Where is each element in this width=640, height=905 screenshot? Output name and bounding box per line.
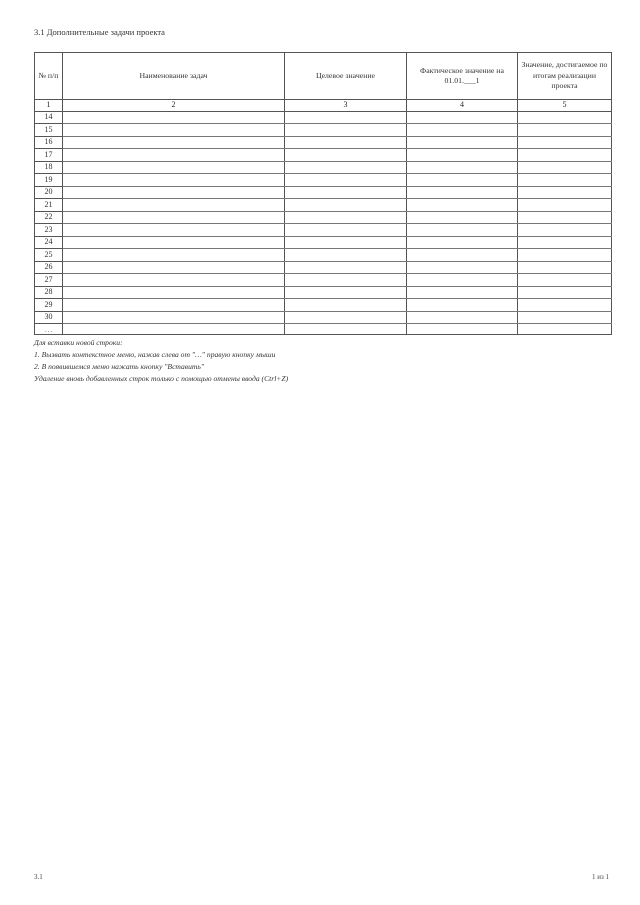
target-value-cell[interactable] [285, 299, 407, 312]
actual-value-cell[interactable] [407, 224, 518, 237]
actual-value-cell[interactable] [407, 261, 518, 274]
task-name-cell[interactable] [63, 249, 285, 262]
actual-value-cell[interactable] [407, 249, 518, 262]
header-number: № п/п [35, 53, 63, 100]
row-number-cell: 16 [35, 136, 63, 149]
final-value-cell[interactable] [518, 136, 612, 149]
actual-value-cell[interactable] [407, 111, 518, 124]
section-title: 3.1 Дополнительные задачи проекта [34, 27, 165, 37]
target-value-cell[interactable] [285, 236, 407, 249]
table-row [35, 124, 612, 137]
task-name-cell[interactable] [63, 149, 285, 162]
task-name-cell[interactable] [63, 311, 285, 324]
footer-section-number: 3.1 [34, 873, 43, 881]
column-number: 2 [63, 100, 285, 112]
target-value-cell[interactable] [285, 136, 407, 149]
task-name-cell[interactable] [63, 199, 285, 212]
target-value-cell[interactable] [285, 211, 407, 224]
task-name-cell[interactable] [63, 286, 285, 299]
task-name-cell[interactable] [63, 186, 285, 199]
footer-page-number: 1 из 1 [591, 873, 609, 881]
actual-value-cell[interactable] [407, 124, 518, 137]
actual-value-cell[interactable] [407, 186, 518, 199]
table-row [35, 261, 612, 274]
row-number-cell: 27 [35, 274, 63, 287]
empty-cell [407, 324, 518, 335]
actual-value-cell[interactable] [407, 161, 518, 174]
final-value-cell[interactable] [518, 236, 612, 249]
actual-value-cell[interactable] [407, 299, 518, 312]
final-value-cell[interactable] [518, 224, 612, 237]
table-row [35, 161, 612, 174]
note-line: 1. Вызвать контекстное меню, нажав слева от "…" правую кнопку мыши [34, 350, 276, 359]
row-number-cell: 24 [35, 236, 63, 249]
row-number-cell: 19 [35, 174, 63, 187]
target-value-cell[interactable] [285, 111, 407, 124]
task-name-cell[interactable] [63, 236, 285, 249]
row-number-cell: 15 [35, 124, 63, 137]
target-value-cell[interactable] [285, 261, 407, 274]
table-row [35, 236, 612, 249]
table-row [35, 224, 612, 237]
table-row [35, 186, 612, 199]
row-number-cell: 17 [35, 149, 63, 162]
table-row [35, 149, 612, 162]
column-number: 4 [407, 100, 518, 112]
final-value-cell[interactable] [518, 174, 612, 187]
actual-value-cell[interactable] [407, 199, 518, 212]
row-number-cell: 18 [35, 161, 63, 174]
row-number-cell: 20 [35, 186, 63, 199]
actual-value-cell[interactable] [407, 274, 518, 287]
task-name-cell[interactable] [63, 124, 285, 137]
final-value-cell[interactable] [518, 186, 612, 199]
insert-row-instructions [34, 337, 288, 385]
final-value-cell[interactable] [518, 149, 612, 162]
final-value-cell[interactable] [518, 199, 612, 212]
column-number: 3 [285, 100, 407, 112]
task-name-cell[interactable] [63, 211, 285, 224]
empty-cell [63, 324, 285, 335]
row-number-cell: 28 [35, 286, 63, 299]
empty-cell [518, 324, 612, 335]
table-row [35, 249, 612, 262]
table-row [35, 311, 612, 324]
final-value-cell[interactable] [518, 274, 612, 287]
row-number-cell: 26 [35, 261, 63, 274]
ellipsis-cell[interactable]: … [35, 324, 63, 335]
column-number-row [35, 100, 612, 112]
target-value-cell[interactable] [285, 274, 407, 287]
final-value-cell[interactable] [518, 211, 612, 224]
target-value-cell[interactable] [285, 249, 407, 262]
final-value-cell[interactable] [518, 261, 612, 274]
actual-value-cell[interactable] [407, 149, 518, 162]
target-value-cell[interactable] [285, 224, 407, 237]
row-number-cell: 29 [35, 299, 63, 312]
task-name-cell[interactable] [63, 161, 285, 174]
additional-tasks-table [34, 52, 612, 335]
actual-value-cell[interactable] [407, 286, 518, 299]
insert-row-placeholder[interactable] [35, 324, 612, 335]
row-number-cell: 30 [35, 311, 63, 324]
actual-value-cell[interactable] [407, 311, 518, 324]
target-value-cell[interactable] [285, 199, 407, 212]
task-name-cell[interactable] [63, 261, 285, 274]
table-row [35, 174, 612, 187]
table-row [35, 299, 612, 312]
actual-value-cell[interactable] [407, 136, 518, 149]
final-value-cell[interactable] [518, 311, 612, 324]
final-value-cell[interactable] [518, 249, 612, 262]
target-value-cell[interactable] [285, 149, 407, 162]
task-name-cell[interactable] [63, 111, 285, 124]
final-value-cell[interactable] [518, 124, 612, 137]
table-row [35, 211, 612, 224]
header-task-name: Наименование задач [63, 53, 285, 100]
target-value-cell[interactable] [285, 124, 407, 137]
actual-value-cell[interactable] [407, 236, 518, 249]
task-name-cell[interactable] [63, 224, 285, 237]
task-name-cell[interactable] [63, 136, 285, 149]
final-value-cell[interactable] [518, 286, 612, 299]
target-value-cell[interactable] [285, 186, 407, 199]
final-value-cell[interactable] [518, 299, 612, 312]
row-number-cell: 14 [35, 111, 63, 124]
table-row [35, 199, 612, 212]
row-number-cell: 21 [35, 199, 63, 212]
note-line: Удаление вновь добавленных строк только с помощью отмены ввода (Ctrl+Z) [34, 374, 289, 383]
column-number: 5 [518, 100, 612, 112]
final-value-cell[interactable] [518, 111, 612, 124]
task-name-cell[interactable] [63, 274, 285, 287]
actual-value-cell[interactable] [407, 211, 518, 224]
target-value-cell[interactable] [285, 161, 407, 174]
actual-value-cell[interactable] [407, 174, 518, 187]
header-final-value: Значение, достигаемое по итогам реализации проекта [518, 53, 612, 100]
table-row [35, 111, 612, 124]
note-line: 2. В появившемся меню нажать кнопку "Вставить" [34, 362, 205, 371]
empty-cell [285, 324, 407, 335]
task-name-cell[interactable] [63, 174, 285, 187]
column-number: 1 [35, 100, 63, 112]
target-value-cell[interactable] [285, 286, 407, 299]
row-number-cell: 22 [35, 211, 63, 224]
row-number-cell: 23 [35, 224, 63, 237]
final-value-cell[interactable] [518, 161, 612, 174]
table-row [35, 286, 612, 299]
task-name-cell[interactable] [63, 299, 285, 312]
table-row [35, 274, 612, 287]
row-number-cell: 25 [35, 249, 63, 262]
table-header-row [35, 53, 612, 100]
table-row [35, 136, 612, 149]
header-actual-value: Фактическое значение на 01.01.___1 [407, 53, 518, 100]
target-value-cell[interactable] [285, 311, 407, 324]
target-value-cell[interactable] [285, 174, 407, 187]
note-heading: Для вставки новой строки: [34, 338, 123, 347]
header-target-value: Целевое значение [285, 53, 407, 100]
